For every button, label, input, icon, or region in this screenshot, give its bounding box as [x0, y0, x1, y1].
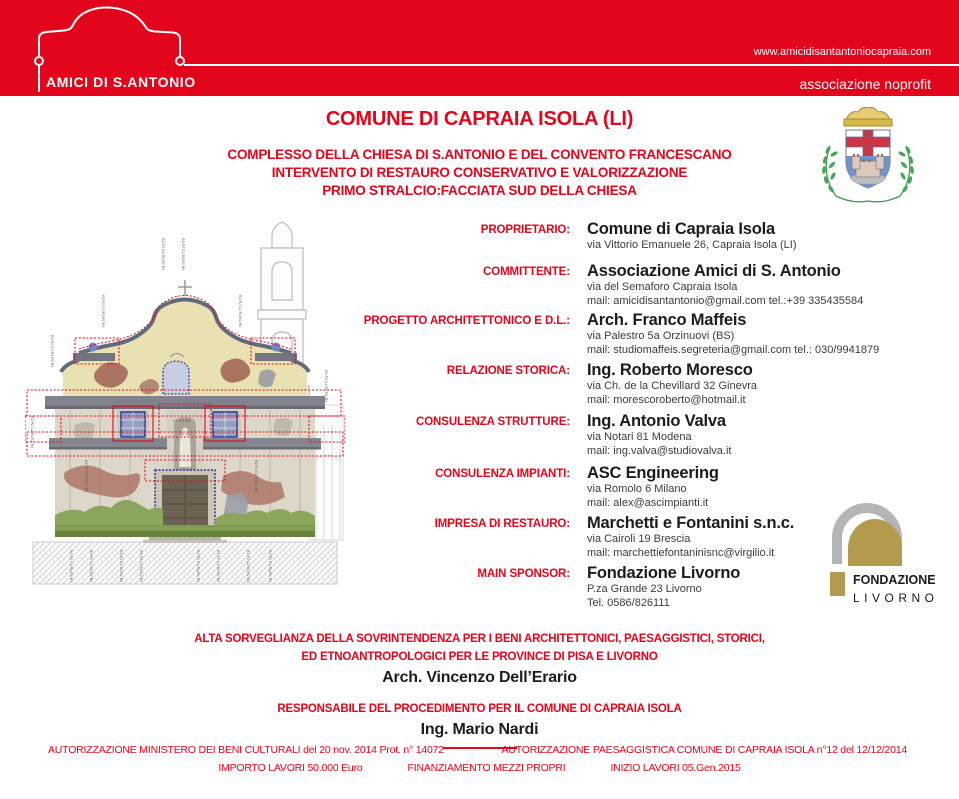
org-name: AMICI DI S.ANTONIO: [46, 74, 196, 90]
role-name: Arch. Franco Maffeis: [587, 311, 747, 329]
works-amount: IMPORTO LAVORI 50.000 Euro: [218, 762, 363, 774]
responsible-person: Ing. Mario Nardi: [420, 721, 539, 738]
svg-text:R2 P2 C2 R1 R2 R4: R2 P2 C2 R1 R2 R4: [89, 550, 93, 583]
role-row-committente: [0, 262, 930, 308]
role-row-proprietario: [0, 220, 930, 253]
role-address: via Ch. de la Chevillard 32 Ginevra: [587, 380, 757, 392]
role-address: via del Semaforo Capraia Isola: [587, 281, 738, 293]
svg-text:R2 P2 C2 R1 R2 R4: R2 P2 C2 R1 R2 R4: [268, 550, 272, 583]
role-contact: mail: alex@ascimpianti.it: [587, 496, 709, 509]
svg-text:R2 P2 C2 R1 R2 R4: R2 P2 C2 R1 R2 R4: [101, 295, 105, 328]
svg-text:C1 P3 R4: C1 P3 R4: [173, 418, 191, 423]
svg-text:R2 P2 C2 R1 R2 R4: R2 P2 C2 R1 R2 R4: [139, 550, 143, 583]
role-contact: mail: amicidisantantonio@gmail.com tel.:+39 335435584: [587, 294, 864, 307]
works-start-date: INIZIO LAVORI 05.Gen.2015: [610, 762, 741, 774]
role-name: Ing. Antonio Valva: [587, 412, 726, 430]
svg-text:R2 P2 C2 R1 R2 R4: R2 P2 C2 R1 R2 R4: [246, 550, 250, 583]
role-contact: mail: ing.valva@studiovalva.it: [587, 444, 732, 457]
svg-text:R2 P2 C2 R1 R2 R4: R2 P2 C2 R1 R2 R4: [84, 460, 88, 493]
role-name: Comune di Capraia Isola: [587, 220, 775, 238]
role-name: Fondazione Livorno: [587, 564, 741, 582]
responsible-label: RESPONSABILE DEL PROCEDIMENTO PER IL COMUNE DI CAPRAIA ISOLA: [277, 703, 682, 715]
svg-text:R2 P2 C2 R1 R2 R4: R2 P2 C2 R1 R2 R4: [181, 238, 185, 271]
association-tagline: associazione noprofit: [799, 76, 931, 92]
svg-text:R2 P2 C2 R1 R2 R4: R2 P2 C2 R1 R2 R4: [238, 295, 242, 328]
svg-text:R2 P2 C2 R1 R2 R4: R2 P2 C2 R1 R2 R4: [324, 370, 328, 403]
header-band: [0, 0, 959, 96]
supervision-block: [0, 630, 959, 749]
role-name: Associazione Amici di S. Antonio: [587, 262, 841, 280]
role-label: RELAZIONE STORICA:: [446, 365, 570, 377]
capraia-coat-of-arms: [800, 104, 936, 214]
role-row-consulenza-strutture: [0, 412, 930, 458]
svg-text:R2 P2 C2 R1 R2 R4: R2 P2 C2 R1 R2 R4: [196, 550, 200, 583]
role-contact: mail: marchettiefontaninisnc@virgilio.it: [587, 546, 775, 559]
role-contact: Tel. 0586/826111: [587, 596, 670, 609]
svg-text:R2 P2 C2 R1 R2 R4: R2 P2 C2 R1 R2 R4: [119, 550, 123, 583]
website-url: www.amicidisantantoniocapraia.com: [753, 46, 931, 58]
sponsor-logo-line1: FONDAZIONE: [853, 573, 936, 587]
role-address: via Cairoli 19 Brescia: [587, 533, 691, 545]
authorization-ministry: AUTORIZZAZIONE MINISTERO DEI BENI CULTURALI del 20 nov. 2014 Prot. n° 14072: [48, 744, 444, 756]
role-address: via Romolo 6 Milano: [587, 483, 687, 495]
subtitle-line-2: INTERVENTO DI RESTAURO CONSERVATIVO E VALORIZZAZIONE: [271, 165, 688, 180]
role-address: via Palestro 5a Orzinuovi (BS): [587, 330, 735, 342]
works-info-line: [0, 762, 959, 774]
role-row-impresa-restauro: [0, 514, 930, 560]
svg-text:R2 P2 C2 R1 R2 R4: R2 P2 C2 R1 R2 R4: [254, 460, 258, 493]
svg-text:R2 P2 C2 R1 R2 R4: R2 P2 C2 R1 R2 R4: [216, 550, 220, 583]
role-label: IMPRESA DI RESTAURO:: [434, 518, 570, 530]
role-row-progetto: [0, 311, 930, 357]
role-contact: mail: morescoroberto@hotmail.it: [587, 393, 746, 406]
role-label: CONSULENZA IMPIANTI:: [435, 468, 570, 480]
role-name: Marchetti e Fontanini s.n.c.: [587, 514, 795, 532]
role-label: COMMITTENTE:: [483, 266, 570, 278]
authorization-landscape: AUTORIZZAZIONE PAESAGGISTICA COMUNE DI CAPRAIA ISOLA n°12 del 12/12/2014: [501, 744, 907, 756]
role-row-main-sponsor: [0, 564, 930, 610]
works-financing: FINANZIAMENTO MEZZI PROPRI: [407, 762, 566, 774]
svg-text:R2 P2 C2 R1 R2 R4: R2 P2 C2 R1 R2 R4: [161, 238, 165, 271]
role-label: PROGETTO ARCHITETTONICO E D.L.:: [363, 315, 570, 327]
subtitle-line-3: PRIMO STRALCIO:FACCIATA SUD DELLA CHIESA: [322, 183, 637, 198]
authorization-line: [0, 744, 959, 756]
role-label: PROPRIETARIO:: [480, 224, 570, 236]
page-title: COMUNE DI CAPRAIA ISOLA (LI): [325, 108, 634, 130]
role-label: MAIN SPONSOR:: [477, 568, 570, 580]
svg-text:R2 P2 C2 R1 R2 R4: R2 P2 C2 R1 R2 R4: [50, 335, 54, 368]
role-row-consulenza-impianti: [0, 464, 930, 510]
role-address: via Notari 81 Modena: [587, 431, 692, 443]
role-row-relazione-storica: [0, 361, 930, 407]
fondazione-livorno-logo: [820, 498, 955, 620]
role-label: CONSULENZA STRUTTURE:: [416, 416, 570, 428]
supervision-line-1: ALTA SORVEGLIANZA DELLA SOVRINTENDENZA PER I BENI ARCHITETTONICI, PAESAGGISTICI, STORICI,: [194, 633, 765, 645]
role-name: ASC Engineering: [587, 464, 719, 482]
sponsor-logo-line2: LIVORNO: [853, 591, 939, 605]
svg-text:R2 P2 C2 R1 R2 R4: R2 P2 C2 R1 R2 R4: [30, 416, 34, 449]
supervision-person: Arch. Vincenzo Dell’Erario: [382, 669, 577, 686]
supervision-line-2: ED ETNOANTROPOLOGICI PER LE PROVINCE DI PISA E LIVORNO: [301, 651, 658, 663]
role-name: Ing. Roberto Moresco: [587, 361, 753, 379]
role-address: P.za Grande 23 Livorno: [587, 583, 702, 595]
header-divider-line: [196, 64, 959, 66]
role-contact: mail: studiomaffeis.segreteria@gmail.com tel.: 030/9941879: [587, 343, 880, 356]
svg-text:R2 P2 C2 R1 R2 R4: R2 P2 C2 R1 R2 R4: [69, 550, 73, 583]
role-address: via Vittorio Emanuele 26, Capraia Isola (LI): [587, 239, 797, 251]
subtitle-line-1: COMPLESSO DELLA CHIESA DI S.ANTONIO E DEL CONVENTO FRANCESCANO: [227, 147, 732, 162]
